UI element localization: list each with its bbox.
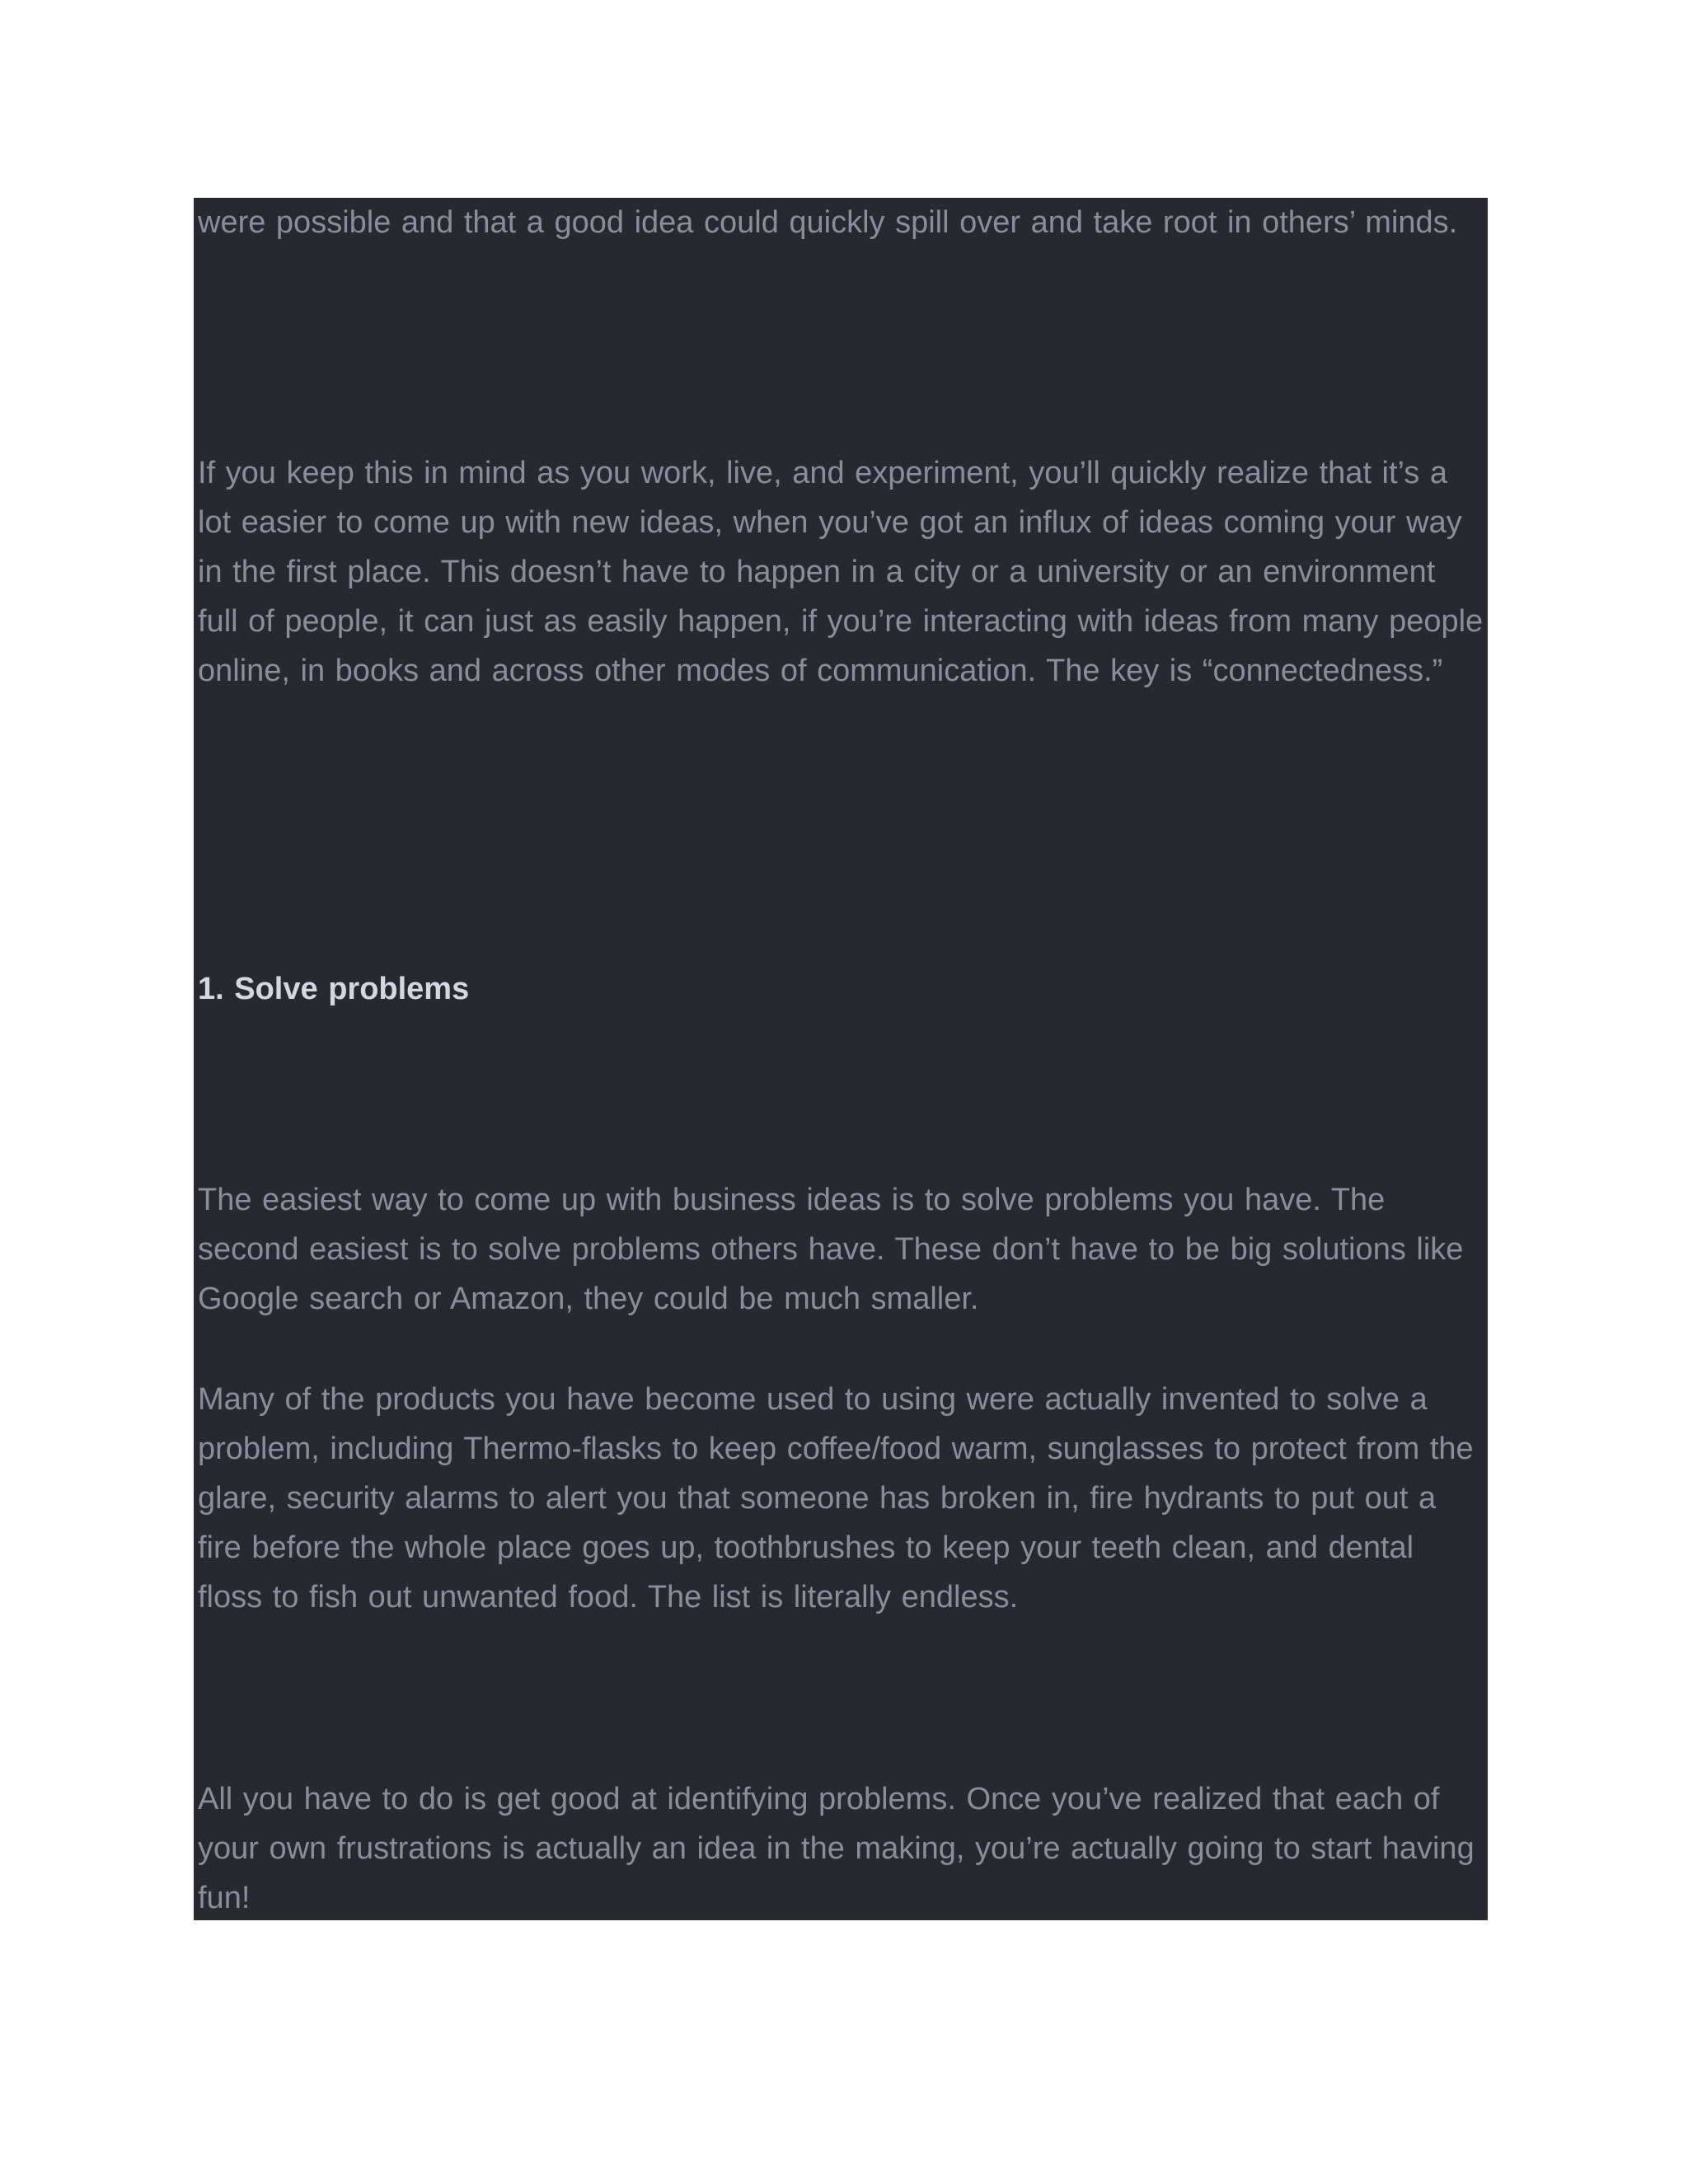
content-block [194,198,1488,1920]
paragraph-easiest-way: The easiest way to come up with business ideas is to solve problems you have. The second easiest is to solve problems others have. These don’t have to be big solutions like Google search or Amazon, they could be much smaller. [198,1183,1464,1316]
paragraph-identifying-problems: All you have to do is get good at identifying problems. Once you’ve realized that each of your own frustrations is actually an idea in the making, you’re actually going to start having fun! [198,1782,1475,1915]
paragraph-products-examples: Many of the products you have become used to using were actually invented to solve a problem, including Thermo-flasks to keep coffee/food warm, sunglasses to protect from the glare, security alarms to alert you that someone has broken in, fire hydrants to put out a fire before the whole place goes up, toothbrushes to keep your teeth clean, and dental floss to fish out unwanted food. The list is literally endless. [198,1382,1474,1615]
paragraph-connectedness: If you keep this in mind as you work, live, and experiment, you’ll quickly realize that it’s a lot easier to come up with new ideas, when you’ve got an influx of ideas coming your way in the first place. This doesn’t have to happen in a city or a university or an environment full of people, it can just as easily happen, if you’re interacting with ideas from many people online, in books and across other modes of communication. The key is “connectedness.” [198,456,1484,688]
paragraph-spillover: were possible and that a good idea could quickly spill over and take root in others’ minds. [198,205,1458,240]
section-heading-solve-problems: 1. Solve problems [198,972,470,1006]
